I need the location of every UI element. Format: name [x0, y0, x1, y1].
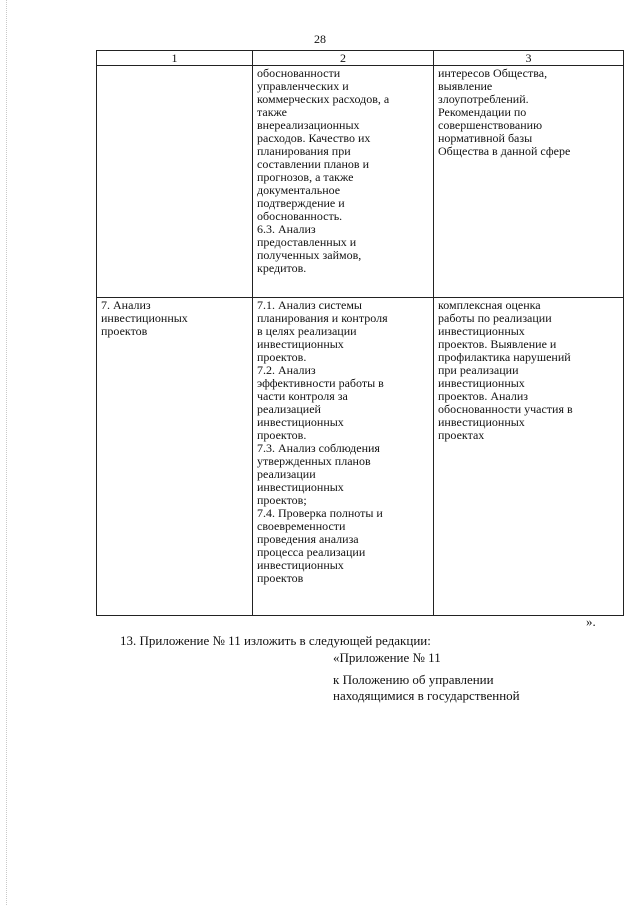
closing-quote: ».	[586, 614, 596, 629]
table-cell-section: 7. Анализ инвестиционных проектов	[97, 298, 253, 616]
table-header-row	[97, 51, 624, 66]
table-row	[97, 298, 624, 616]
column-header-1: 1	[97, 51, 253, 66]
appendix-title: «Приложение № 11	[333, 650, 441, 665]
paragraph-13: 13. Приложение № 11 изложить в следующей редакции:	[120, 633, 431, 648]
table-cell-result: комплексная оценка работы по реализации инвестиционных проектов. Выявление и профилактика нарушений при реализации инвестиционных проектов. Анализ обоснованности участия в инвестиционных проектах	[434, 298, 624, 616]
table-cell-content: обоснованности управленческих и коммерческих расходов, а также внереализационных расходов. Качество их планирования при составлении планов и прогнозов, а также документальное подтверждение и обоснованность. 6.3. Анализ предоставленных и полученных займов, кредитов.	[253, 66, 434, 298]
analysis-table	[96, 50, 624, 616]
scan-edge-line	[6, 0, 8, 905]
appendix-subtitle: к Положению об управлении находящимися в государственной	[333, 672, 520, 703]
table-cell-content: 7.1. Анализ системы планирования и контроля в целях реализации инвестиционных проектов. 7.2. Анализ эффективности работы в части контроля за реализацией инвестиционных проектов. 7.3. Анализ соблюдения утвержденных планов реализации инвестиционных проектов; 7.4. Проверка полноты и своевременности проведения анализа процесса реализации инвестиционных проектов	[253, 298, 434, 616]
table-cell-result: интересов Общества, выявление злоупотреблений. Рекомендации по совершенствованию нормативной базы Общества в данной сфере	[434, 66, 624, 298]
column-header-3: 3	[434, 51, 624, 66]
page-number: 28	[314, 32, 326, 46]
column-header-2: 2	[253, 51, 434, 66]
table-cell-section	[97, 66, 253, 298]
table-row	[97, 66, 624, 298]
